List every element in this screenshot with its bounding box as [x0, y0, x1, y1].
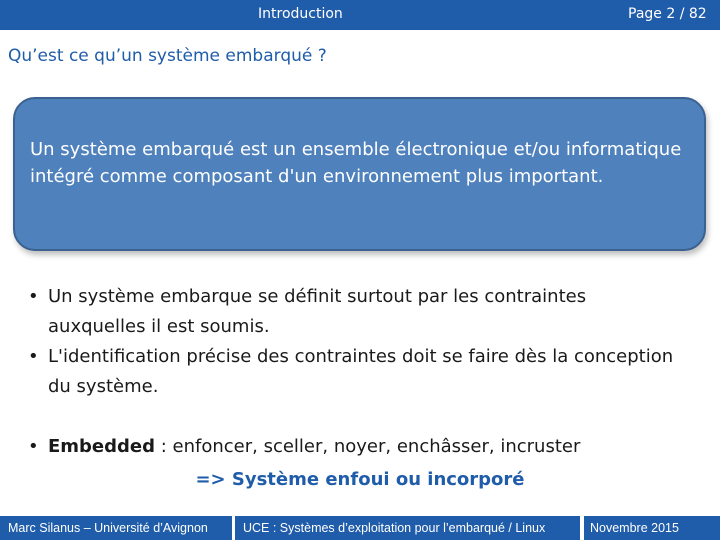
bullet-item — [28, 282, 678, 342]
embedded-term: Embedded — [48, 436, 156, 457]
bullet-marker: • — [28, 436, 39, 457]
definition-box — [13, 97, 706, 251]
header-bar — [0, 0, 720, 30]
bullet-marker: • — [28, 286, 39, 307]
bullet-text: Un système embarque se définit surtout par les contraintes auxquelles il est soumis. — [48, 286, 587, 337]
section-title: Introduction — [258, 6, 343, 22]
bullet-text: L'identification précise des contraintes doit se faire dès la conception du système. — [48, 346, 674, 397]
footer-author: Marc Silanus – Université d’Avignon — [0, 516, 232, 540]
bullet-marker: • — [28, 346, 39, 367]
footer-date: Novembre 2015 — [584, 516, 720, 540]
bullet-list — [28, 282, 678, 462]
footer-bar — [0, 516, 720, 540]
footer-course: UCE : Systèmes d’exploitation pour l’embarqué / Linux — [235, 516, 580, 540]
conclusion-text: => Système enfoui ou incorporé — [195, 469, 525, 490]
embedded-translation: : enfoncer, sceller, noyer, enchâsser, incruster — [155, 436, 581, 457]
bullet-item — [28, 342, 678, 402]
page-number: Page 2 / 82 — [628, 6, 707, 22]
slide-title: Qu’est ce qu’un système embarqué ? — [8, 46, 327, 66]
bullet-item-embedded — [28, 432, 678, 462]
definition-text: Un système embarqué est un ensemble électronique et/ou informatique intégré comme composant d'un environnement plus important. — [30, 139, 682, 187]
